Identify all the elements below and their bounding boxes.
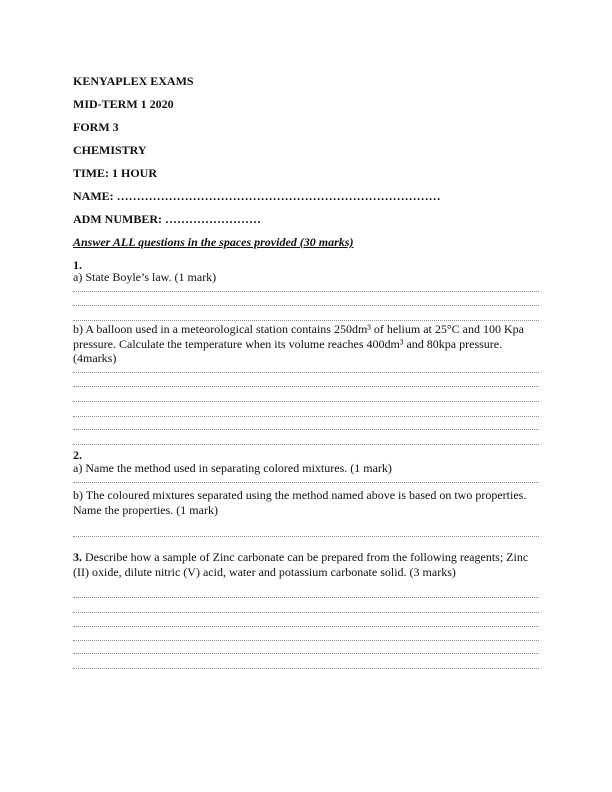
question-1b-text: b) A balloon used in a meteorological station contains 250dm³ of helium at 25°C and 100 Kpa pressure. Calculate the temperature when its volume reaches 400dm³ and 80kpa pressure. (4marks) (73, 322, 524, 365)
exam-time: TIME: 1 HOUR (73, 166, 157, 180)
question-1a-text: a) State Boyle’s law. (1 mark) (73, 270, 217, 284)
question-3-body: Describe how a sample of Zinc carbonate can be prepared from the following reagents; Zinc (II) oxide, dilute nitric (V) acid, water and potassium carbonate solid. (3 marks) (73, 550, 529, 579)
answer-line[interactable] (73, 372, 539, 373)
instructions: Answer ALL questions in the spaces provided (30 marks) (73, 235, 354, 249)
answer-line[interactable] (73, 401, 539, 402)
question-2b-text: b) The coloured mixtures separated using the method named above is based on two properties. Name the properties. (1 mark) (73, 488, 527, 517)
answer-line[interactable] (73, 640, 539, 641)
question-3-text (73, 550, 543, 579)
answer-line[interactable] (73, 386, 539, 387)
question-2-number: 2. (73, 448, 82, 462)
answer-line[interactable] (73, 626, 539, 627)
question-3-number: 3. (73, 550, 82, 564)
answer-line[interactable] (73, 291, 539, 292)
answer-line[interactable] (73, 668, 539, 669)
question-2a-text: a) Name the method used in separating colored mixtures. (1 mark) (73, 461, 392, 475)
subject: CHEMISTRY (73, 143, 147, 157)
adm-number-field[interactable]: ADM NUMBER: …………………… (73, 212, 261, 226)
form-level: FORM 3 (73, 120, 119, 134)
answer-line[interactable] (73, 429, 539, 430)
school-name: KENYAPLEX EXAMS (73, 74, 194, 88)
exam-term: MID-TERM 1 2020 (73, 97, 174, 111)
answer-line[interactable] (73, 536, 539, 537)
answer-line[interactable] (73, 320, 539, 321)
answer-line[interactable] (73, 612, 539, 613)
answer-line[interactable] (73, 416, 539, 417)
answer-line[interactable] (73, 653, 539, 654)
answer-line[interactable] (73, 597, 539, 598)
answer-line[interactable] (73, 444, 539, 445)
name-field[interactable]: NAME: ……………………………………………………………………… (73, 189, 441, 203)
answer-line[interactable] (73, 482, 539, 483)
question-1-number: 1. (73, 258, 82, 272)
answer-line[interactable] (73, 305, 539, 306)
